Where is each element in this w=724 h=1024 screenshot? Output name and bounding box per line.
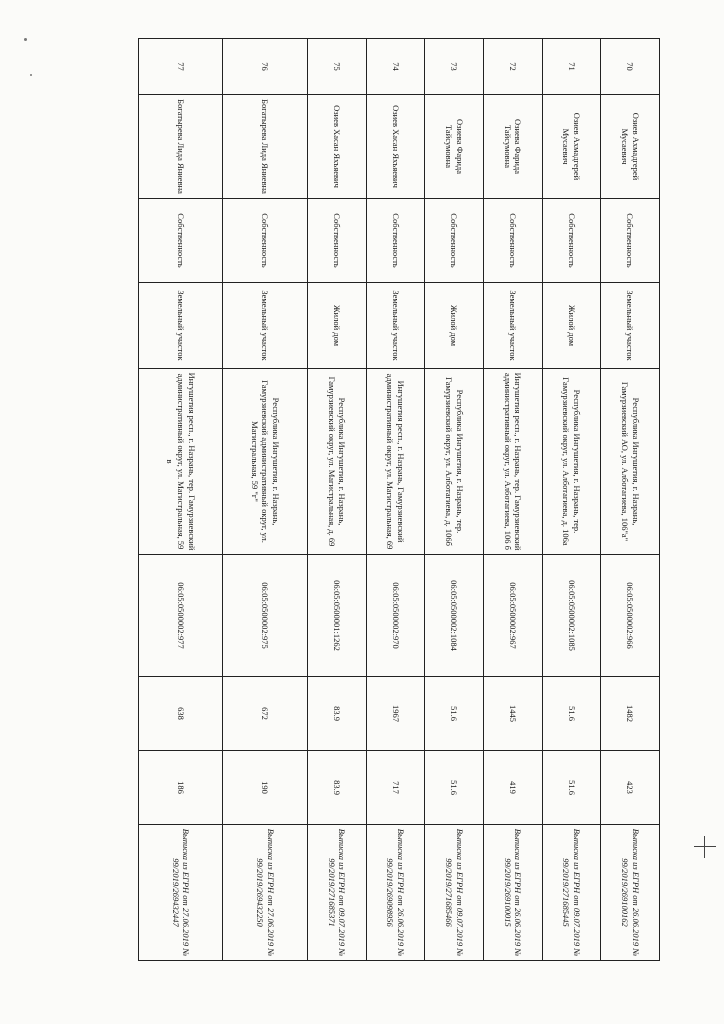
cell-address: Республика Ингушетия, г. Назрань, тер. Гамурзиевский округ, ул. Алботагиева, д. 106а — [542, 369, 601, 555]
cell-type: Земельный участок — [601, 283, 660, 369]
cell-share: 186 — [139, 751, 223, 825]
scan-speck — [30, 74, 32, 76]
cell-address: Ингушетия респ., г. Назрань, тер. Гамурзиевский административный округ, ул. Алботагиева, 106 б — [483, 369, 542, 555]
cell-cadastre: 06:05:0500002:1084 — [425, 555, 484, 677]
cell-area: 83.9 — [307, 677, 366, 751]
cell-type: Жилой дом — [542, 283, 601, 369]
cell-name: Озиев Ахмадгерей Мусаевич — [542, 95, 601, 199]
cell-share: 190 — [223, 751, 307, 825]
cell-share: 83.9 — [307, 751, 366, 825]
cell-num: 70 — [601, 39, 660, 95]
cell-doc: Выписка из ЕГРН от 26.06.2019 № 99/2019/269100015 — [483, 825, 542, 961]
cell-doc: Выписка из ЕГРН от 26.06.2019 № 99/2019/269100162 — [601, 825, 660, 961]
cell-area: 51.6 — [542, 677, 601, 751]
cell-cadastre: 06:05:0500001:1262 — [307, 555, 366, 677]
cell-name: Озиев Ахмадгерей Мусаевич — [601, 95, 660, 199]
property-register-table — [138, 38, 660, 961]
cell-cadastre: 06:05:0500002:1085 — [542, 555, 601, 677]
cell-address: Республика Ингушетия, г. Назрань, Гамурзиевский АО, ул. Алботагиева, 106"а" — [601, 369, 660, 555]
cell-num: 75 — [307, 39, 366, 95]
table-row — [425, 39, 484, 961]
cell-type: Земельный участок — [366, 283, 425, 369]
table-row — [223, 39, 307, 961]
rotated-table-wrapper — [138, 38, 660, 960]
cell-doc: Выписка из ЕГРН от 27.06.2019 № 99/2019/269432250 — [223, 825, 307, 961]
cell-right: Собственность — [601, 199, 660, 283]
cell-area: 51.6 — [425, 677, 484, 751]
cell-num: 77 — [139, 39, 223, 95]
cell-type: Жилой дом — [307, 283, 366, 369]
cell-num: 71 — [542, 39, 601, 95]
cell-right: Собственность — [307, 199, 366, 283]
table-row — [307, 39, 366, 961]
cell-right: Собственность — [139, 199, 223, 283]
cell-address: Республика Ингушетия, г. Назрань, тер. Гамурзиевский округ, ул. Алботагиева, д. 106б — [425, 369, 484, 555]
cell-share: 717 — [366, 751, 425, 825]
cell-right: Собственность — [483, 199, 542, 283]
cell-area: 1967 — [366, 677, 425, 751]
cell-doc: Выписка из ЕГРН от 09.07.2019 № 99/2019/271685466 — [425, 825, 484, 961]
table-row — [601, 39, 660, 961]
cell-doc: Выписка из ЕГРН от 09.07.2019 № 99/2019/271685445 — [542, 825, 601, 961]
cell-num: 73 — [425, 39, 484, 95]
cell-cadastre: 06:05:0500002:975 — [223, 555, 307, 677]
cell-area: 1445 — [483, 677, 542, 751]
cell-address: Республика Ингушетия, г. Назрань, Гамурзиевский округ, ул. Магистральная, д. 69 — [307, 369, 366, 555]
cell-num: 72 — [483, 39, 542, 95]
table-row — [542, 39, 601, 961]
cell-share: 419 — [483, 751, 542, 825]
cell-name: Озиева Фарида Тайсумовна — [483, 95, 542, 199]
table-row — [366, 39, 425, 961]
cell-address: Республика Ингушетия, г. Назрань, Гамурзиевский административный округ, ул. Магистральная, 59 "г" — [223, 369, 307, 555]
cell-cadastre: 06:05:0500002:970 — [366, 555, 425, 677]
cell-right: Собственность — [223, 199, 307, 283]
table-body — [139, 39, 660, 961]
cell-name: Озиев Хасан Яхъяевич — [366, 95, 425, 199]
cell-right: Собственность — [542, 199, 601, 283]
cell-name: Озиева Фарида Тайсумовна — [425, 95, 484, 199]
cell-type: Земельный участок — [139, 283, 223, 369]
cell-num: 74 — [366, 39, 425, 95]
table-row — [139, 39, 223, 961]
cell-cadastre: 06:05:0500002:966 — [601, 555, 660, 677]
cell-type: Жилой дом — [425, 283, 484, 369]
cell-right: Собственность — [425, 199, 484, 283]
cell-name: Озиев Хасан Яхъяевич — [307, 95, 366, 199]
cell-type: Земельный участок — [483, 283, 542, 369]
cell-doc: Выписка из ЕГРН от 26.06.2019 № 99/2019/269098956 — [366, 825, 425, 961]
cell-doc: Выписка из ЕГРН от 09.07.2019 № 99/2019/271685371 — [307, 825, 366, 961]
cell-right: Собственность — [366, 199, 425, 283]
cell-doc: Выписка из ЕГРН от 27.06.2019 № 99/2019/269432447 — [139, 825, 223, 961]
cell-cadastre: 06:05:0500002:977 — [139, 555, 223, 677]
cell-share: 423 — [601, 751, 660, 825]
scan-speck — [24, 38, 27, 41]
cell-cadastre: 06:05:0500002:967 — [483, 555, 542, 677]
cell-area: 672 — [223, 677, 307, 751]
table-row — [483, 39, 542, 961]
cell-share: 51.6 — [542, 751, 601, 825]
cell-name: Богатырева Лида Яниевна — [139, 95, 223, 199]
cell-address: Ингушетия респ., г. Назрань, Гамурзиевский административный округ, ул. Магистральная, 69 — [366, 369, 425, 555]
cell-area: 638 — [139, 677, 223, 751]
cell-name: Богатырева Лида Яниевна — [223, 95, 307, 199]
cell-type: Земельный участок — [223, 283, 307, 369]
cell-address: Ингушетия респ., г. Назрань, тер. Гамурзиевский административный округ, ул. Магистральная, 59 в — [139, 369, 223, 555]
cell-area: 1482 — [601, 677, 660, 751]
cell-num: 76 — [223, 39, 307, 95]
cell-share: 51.6 — [425, 751, 484, 825]
registration-crosshair-mark — [694, 836, 716, 858]
